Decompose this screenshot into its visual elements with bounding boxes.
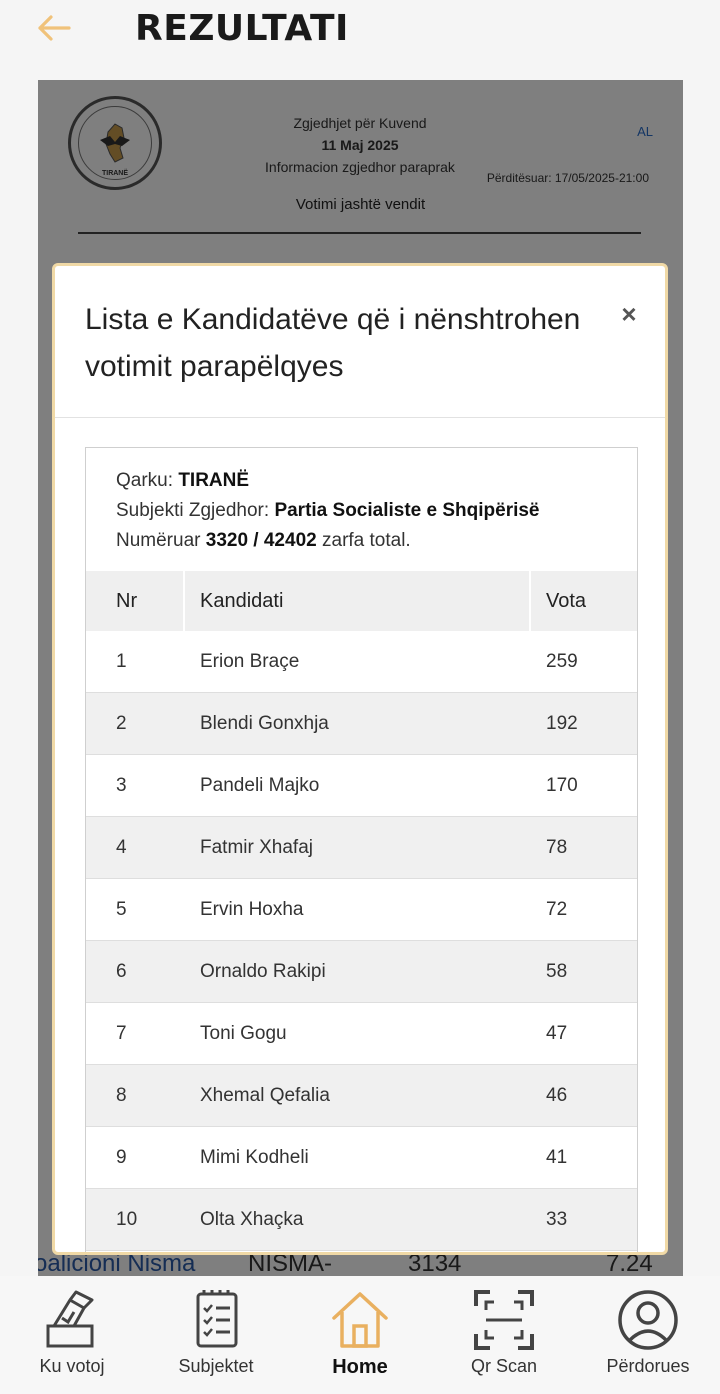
- column-header-nr: Nr: [116, 590, 138, 612]
- cell-candidate: Erion Braçe: [200, 651, 300, 672]
- nav-label-perdorues: Përdorues: [606, 1356, 690, 1376]
- cell-candidate: Ervin Hoxha: [200, 899, 304, 920]
- nav-label-subjektet: Subjektet: [178, 1356, 254, 1376]
- nav-item-perdorues[interactable]: [576, 1276, 720, 1394]
- counted-line: Numëruar 3320 / 42402 zarfa total.: [116, 530, 411, 551]
- table-row: [86, 1003, 637, 1065]
- nav-item-home[interactable]: [288, 1276, 432, 1394]
- cell-candidate: Blendi Gonxhja: [200, 713, 329, 734]
- table-row: [86, 631, 637, 693]
- ballot-icon: [40, 1288, 104, 1352]
- cell-candidate: Fatmir Xhafaj: [200, 837, 313, 858]
- checklist-icon: [184, 1288, 248, 1352]
- cell-candidate: Ornaldo Rakipi: [200, 961, 326, 982]
- county-value: TIRANË: [178, 470, 250, 491]
- cell-candidate: Mimi Kodheli: [200, 1147, 309, 1168]
- cell-votes: 259: [546, 651, 578, 672]
- qr-scan-icon: [472, 1288, 536, 1352]
- back-arrow-icon: [37, 14, 71, 42]
- nav-item-qr-scan[interactable]: [432, 1276, 576, 1394]
- page-title: REZULTATI: [135, 8, 349, 49]
- column-header-votes: Vota: [546, 590, 587, 612]
- nav-item-ku-votoj[interactable]: [0, 1276, 144, 1394]
- cell-votes: 78: [546, 837, 568, 858]
- cell-candidate: Toni Gogu: [200, 1023, 287, 1044]
- cell-votes: 46: [546, 1085, 568, 1106]
- cell-votes: 192: [546, 713, 578, 734]
- modal-title: Lista e Kandidatëve që i nënshtrohen votimit parapëlqyes: [85, 303, 581, 383]
- candidates-modal: [52, 263, 668, 1255]
- cell-votes: 72: [546, 899, 568, 920]
- nav-item-subjektet[interactable]: [144, 1276, 288, 1394]
- table-row: [86, 755, 637, 817]
- cell-nr: 5: [116, 899, 127, 920]
- counted-value: 3320 / 42402: [205, 530, 317, 551]
- cell-nr: 7: [116, 1023, 127, 1044]
- table-row: [86, 817, 637, 879]
- close-button[interactable]: [617, 299, 641, 329]
- cell-nr: 2: [116, 713, 127, 734]
- cell-nr: 10: [116, 1209, 138, 1230]
- table-row: [86, 941, 637, 1003]
- subject-line: Subjekti Zgjedhor: Partia Socialiste e Shqipërisë: [116, 500, 540, 521]
- table-row: [86, 693, 637, 755]
- cell-nr: 9: [116, 1147, 127, 1168]
- back-button[interactable]: [34, 10, 74, 46]
- cell-nr: 1: [116, 651, 127, 672]
- table-row: [86, 1065, 637, 1127]
- cell-votes: 170: [546, 775, 578, 796]
- cell-nr: 3: [116, 775, 127, 796]
- cell-candidate: Xhemal Qefalia: [200, 1085, 330, 1106]
- cell-nr: 6: [116, 961, 127, 982]
- subject-value: Partia Socialiste e Shqipërisë: [274, 500, 540, 521]
- cell-candidate: Olta Xhaçka: [200, 1209, 304, 1230]
- nav-label-home: Home: [332, 1356, 388, 1378]
- cell-votes: 41: [546, 1147, 568, 1168]
- cell-votes: 58: [546, 961, 568, 982]
- user-icon: [616, 1288, 680, 1352]
- modal-header: [55, 266, 665, 418]
- app-header: [0, 0, 720, 62]
- cell-votes: 47: [546, 1023, 568, 1044]
- subject-info: [116, 466, 540, 556]
- table-row: [86, 879, 637, 941]
- home-icon: [328, 1288, 392, 1352]
- cell-nr: 4: [116, 837, 127, 858]
- county-line: Qarku: TIRANË: [116, 470, 250, 491]
- nav-label-qr-scan: Qr Scan: [470, 1356, 538, 1376]
- table-row: [86, 1189, 637, 1251]
- cell-votes: 33: [546, 1209, 568, 1230]
- bottom-navigation: [0, 1276, 720, 1394]
- cell-candidate: Pandeli Majko: [200, 775, 320, 796]
- cell-nr: 8: [116, 1085, 127, 1106]
- table-header: [86, 571, 637, 631]
- table-row: [86, 1127, 637, 1189]
- close-icon: ×: [621, 299, 637, 329]
- nav-label-ku-votoj: Ku votoj: [39, 1356, 105, 1376]
- candidates-card: [85, 447, 638, 1255]
- column-header-candidate: Kandidati: [200, 590, 284, 612]
